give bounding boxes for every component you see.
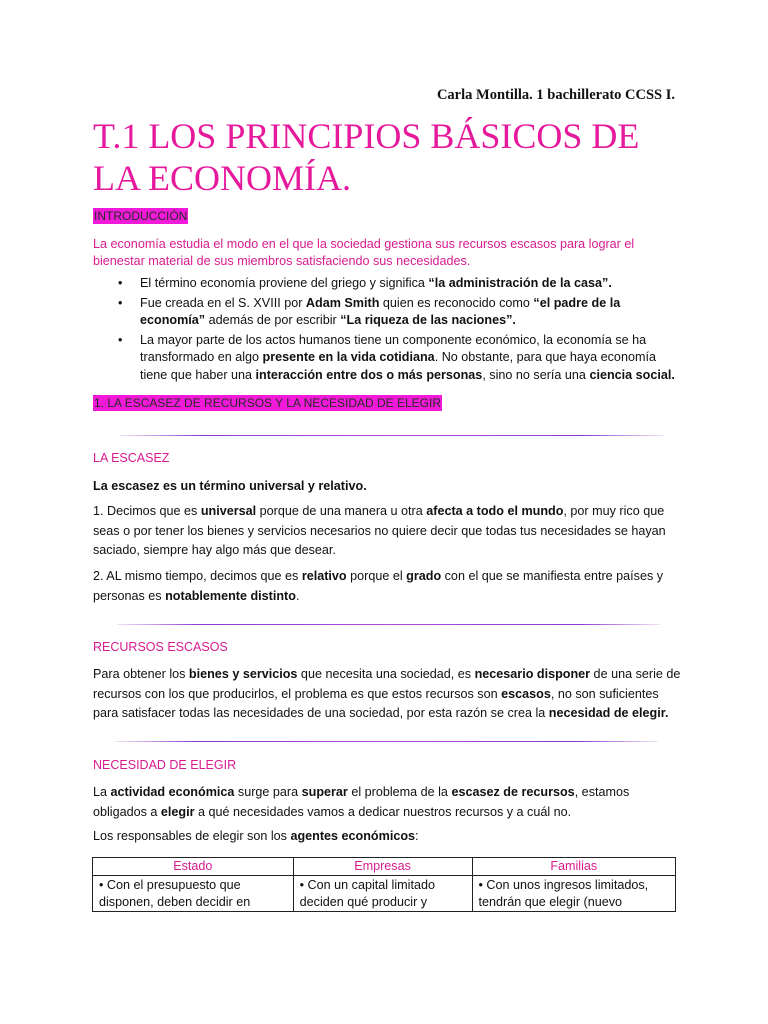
intro-heading: INTRODUCCIÓN <box>94 209 188 223</box>
divider <box>120 435 663 436</box>
recursos-paragraph: Para obtener los bienes y servicios que necesita una sociedad, es necesario disponer de una serie de recursos con los que producirlos, el problema es que estos recursos son escasos, no son suficientes para satisfacer todas las necesidades de una sociedad, por esta razón se crea la necesidad de elegir. <box>93 667 681 720</box>
list-item: • La mayor parte de los actos humanos tiene un componente económico, la economía se ha transformado en algo presente en la vida cotidiana. No obstante, para que haya economía tiene que haber una interacción entre dos o más personas, sino no sería una ciencia social. <box>118 332 675 382</box>
table-cell-empresas: • Con un capital limitado deciden qué producir y <box>293 876 472 912</box>
table-row <box>93 876 676 912</box>
table-header-estado: Estado <box>93 858 294 876</box>
elegir-heading: NECESIDAD DE ELEGIR <box>93 758 237 772</box>
agents-table <box>92 857 676 912</box>
author-line: Carla Montilla. 1 bachillerato CCSS I. <box>436 87 675 103</box>
escasez-lead: La escasez es un término universal y relativo. <box>93 479 367 493</box>
escasez-paragraph-1: 1. Decimos que es universal porque de una manera u otra afecta a todo el mundo, por muy rico que seas o por tener los bienes y servicios necesarios no quiere decir que todas tus necesidades se hayan saciado, siempre hay algo más que desear. <box>93 504 666 557</box>
list-item: • Fue creada en el S. XVIII por Adam Smith quien es reconocido como “el padre de la economía” además de por escribir “La riqueza de las naciones”. <box>118 295 621 327</box>
elegir-paragraph-1: La actividad económica surge para superar el problema de la escasez de recursos, estamos obligados a elegir a qué necesidades vamos a dedicar nuestros recursos y a cuál no. <box>93 785 630 819</box>
divider <box>117 624 660 625</box>
elegir-paragraph-2: Los responsables de elegir son los agentes económicos: <box>93 829 419 843</box>
intro-text: La economía estudia el modo en el que la sociedad gestiona sus recursos escasos para lograr el bienestar material de sus miembros satisfaciendo sus necesidades. <box>93 237 635 268</box>
list-item: • El término economía proviene del griego y significa “la administración de la casa”. <box>93 275 683 293</box>
escasez-paragraph-2: 2. AL mismo tiempo, decimos que es relativo porque el grado con el que se manifiesta entre países y personas es notablemente distinto. <box>93 569 664 603</box>
page-title: T.1 LOS PRINCIPIOS BÁSICOS DE LA ECONOMÍA. <box>93 116 640 198</box>
section-1-heading: 1. LA ESCASEZ DE RECURSOS Y LA NECESIDAD DE ELEGIR <box>94 396 442 410</box>
table-header-empresas: Empresas <box>293 858 472 876</box>
table-header-familias: Familias <box>472 858 675 876</box>
intro-bullet-list <box>93 275 683 386</box>
bullet-icon: • <box>118 276 123 290</box>
recursos-heading: RECURSOS ESCASOS <box>93 640 228 654</box>
table-cell-familias: • Con unos ingresos limitados, tendrán que elegir (nuevo <box>472 876 675 912</box>
bullet-icon: • <box>118 332 123 347</box>
divider <box>115 741 658 742</box>
table-header-row <box>93 858 676 876</box>
table-cell-estado: • Con el presupuesto que disponen, deben decidir en <box>93 876 294 912</box>
escasez-heading: LA ESCASEZ <box>93 451 170 465</box>
bullet-icon: • <box>118 295 123 310</box>
